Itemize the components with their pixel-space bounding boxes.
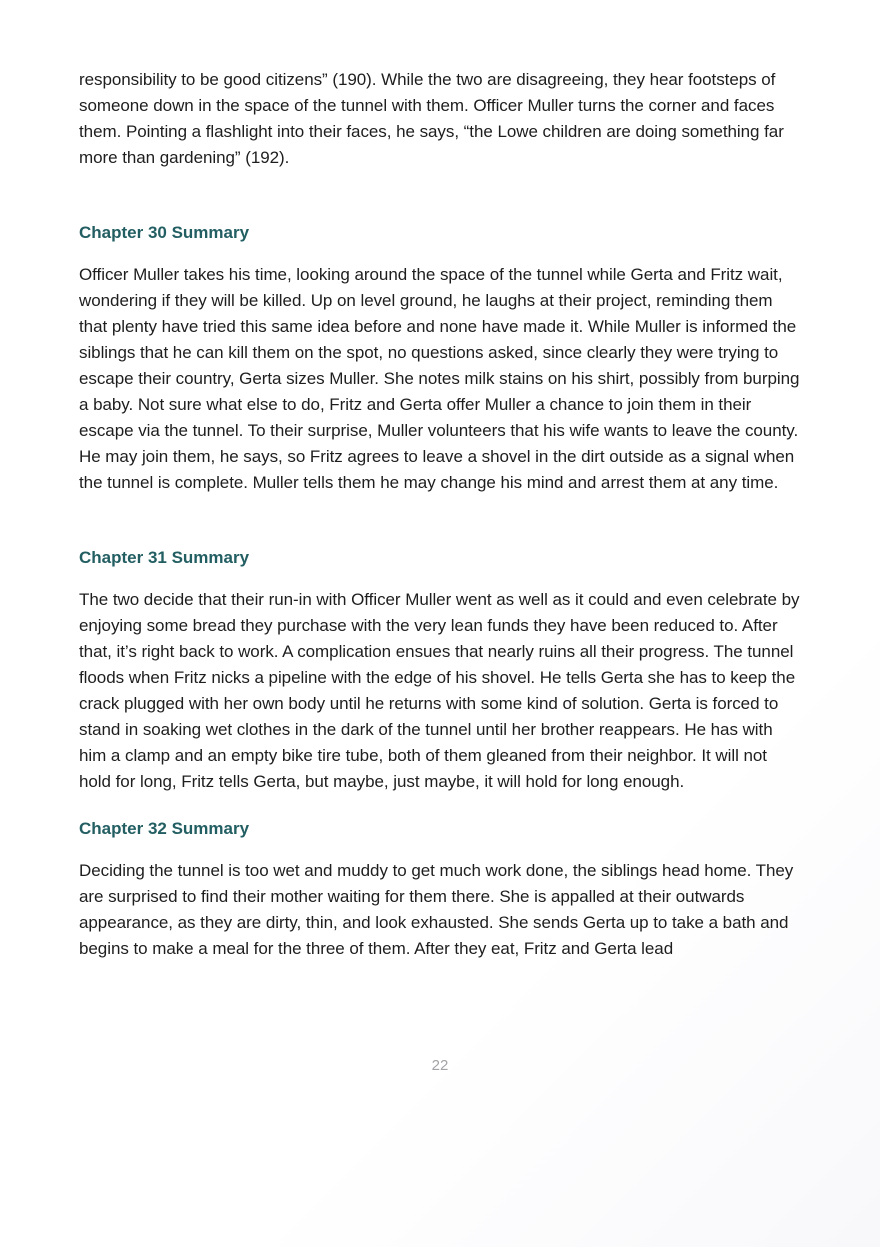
chapter-31-body: The two decide that their run-in with Officer Muller went as well as it could and even celebrate by enjoying some bread they purchase with the very lean funds they have been reduced to. After that, it’s right back to work. A complication ensues that nearly ruins all their progress. The tunnel floods when Fritz nicks a pipeline with the edge of his shovel. He tells Gerta she has to keep the crack plugged with her own body until he returns with some kind of solution. Gerta is forced to stand in soaking wet clothes in the dark of the tunnel until her brother reappears. He has with him a clamp and an empty bike tire tube, both of them gleaned from their neighbor. It will not hold for long, Fritz tells Gerta, but maybe, just maybe, it will hold for long enough. <box>79 590 800 791</box>
chapter-30-body: Officer Muller takes his time, looking around the space of the tunnel while Gerta and Fritz wait, wondering if they will be killed. Up on level ground, he laughs at their project, reminding them that plenty have tried this same idea before and none have made it. While Muller is informed the siblings that he can kill them on the spot, no questions asked, since clearly they were trying to escape their country, Gerta sizes Muller. She notes milk stains on his shirt, possibly from burping a baby. Not sure what else to do, Fritz and Gerta offer Muller a chance to join them in their escape via the tunnel. To their surprise, Muller volunteers that his wife wants to leave the county. He may join them, he says, so Fritz agrees to leave a shovel in the dirt outside as a signal when the tunnel is complete. Muller tells them he may change his mind and arrest them at any time. <box>79 265 800 492</box>
page-content <box>79 67 803 962</box>
chapter-30-heading: Chapter 30 Summary <box>79 223 250 242</box>
page-number: 22 <box>431 1057 449 1074</box>
chapter-32-body: Deciding the tunnel is too wet and muddy to get much work done, the siblings head home. They are surprised to find their mother waiting for them there. She is appalled at their outwards appearance, as they are dirty, thin, and look exhausted. She sends Gerta up to take a bath and begins to make a meal for the three of them. After they eat, Fritz and Gerta lead <box>79 861 794 958</box>
chapter-32-heading: Chapter 32 Summary <box>79 819 250 838</box>
chapter-31-heading: Chapter 31 Summary <box>79 548 250 567</box>
intro-paragraph: responsibility to be good citizens” (190). While the two are disagreeing, they hear footsteps of someone down in the space of the tunnel with them. Officer Muller turns the corner and faces them. Pointing a flashlight into their faces, he says, “the Lowe children are doing something far more than gardening” (192). <box>79 70 784 167</box>
